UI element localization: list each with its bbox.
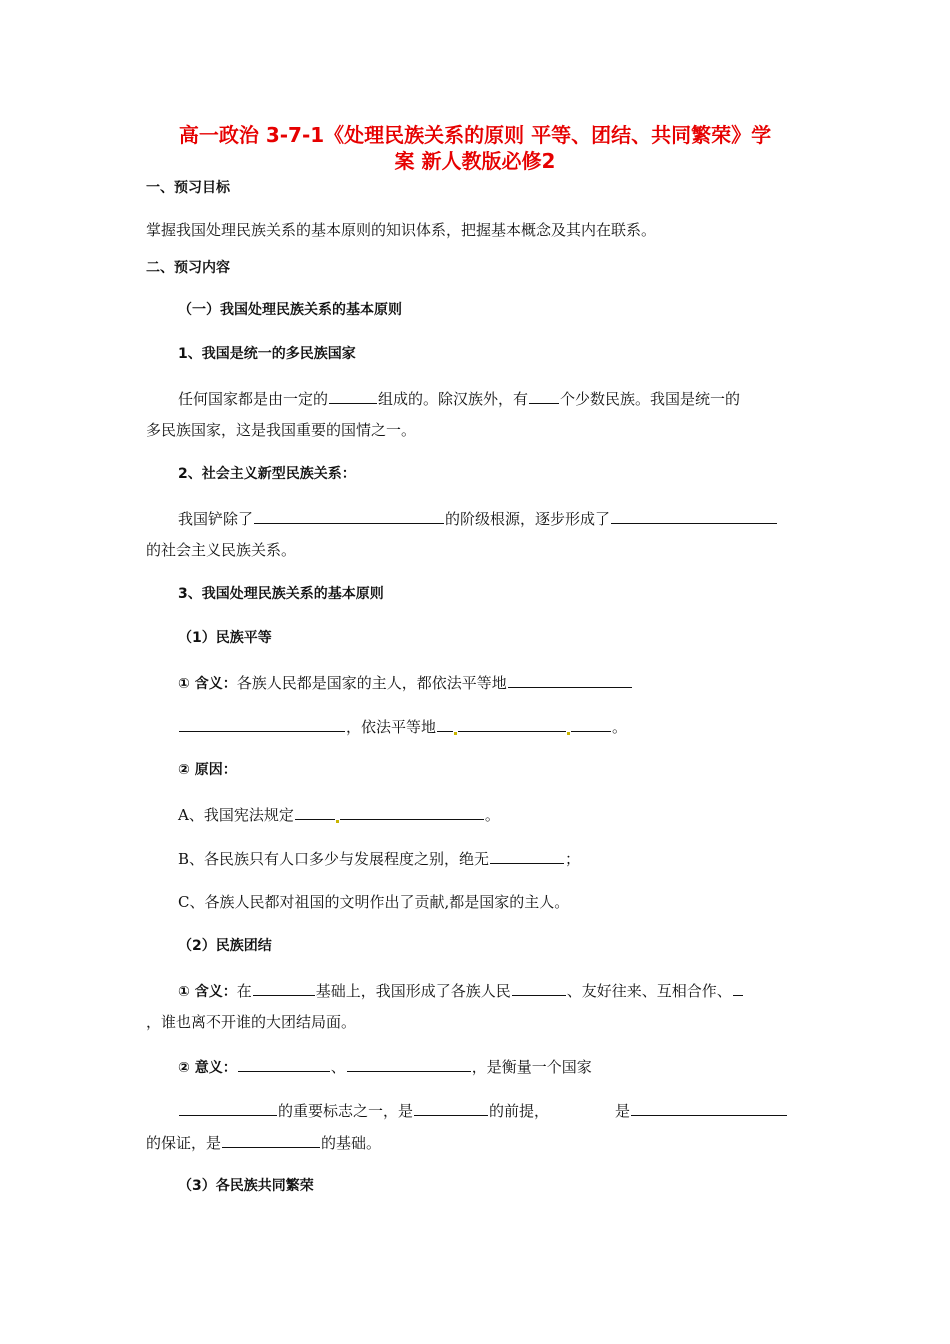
text-segment: 各族人民都是国家的主人，都依法平等地 [236, 674, 507, 692]
text-segment: 、友好往来、互相合作、 [566, 982, 732, 1000]
text-segment: 的基础。 [321, 1134, 382, 1152]
fill-blank[interactable] [414, 1100, 488, 1116]
fill-blank[interactable] [437, 716, 453, 732]
text-segment: 的前提， [489, 1102, 550, 1120]
fill-blank[interactable] [733, 980, 743, 996]
point-1-heading: 1、我国是统一的多民族国家 [178, 346, 356, 362]
unity-significance [178, 1056, 592, 1078]
point-1-paragraph [178, 388, 740, 409]
meaning-label: ① 含义： [178, 676, 237, 692]
text-segment: 任何国家都是由一定的 [178, 390, 329, 408]
section-1-heading: 一、预习目标 [146, 180, 230, 196]
text-segment: 的阶级根源，逐步形成了 [445, 510, 611, 528]
point-1-paragraph-line-2: 多民族国家，这是我国重要的国情之一。 [146, 421, 417, 439]
equality-reason-c: C、各族人民都对祖国的文明作出了贡献,都是国家的主人。 [178, 893, 570, 911]
marker-dot [454, 732, 457, 735]
fill-blank[interactable] [340, 804, 484, 820]
fill-blank[interactable] [179, 716, 345, 732]
text-segment: A、我国宪法规定 [178, 806, 294, 824]
point-3-heading: 3、我国处理民族关系的基本原则 [178, 586, 384, 602]
equality-heading: （1）民族平等 [178, 630, 272, 646]
section-2-heading: 二、预习内容 [146, 260, 230, 276]
significance-label: ② 意义： [178, 1060, 237, 1076]
equality-reason-a [178, 804, 500, 825]
fill-blank[interactable] [529, 388, 559, 404]
fill-blank[interactable] [512, 980, 566, 996]
text-segment: 。 [612, 718, 628, 736]
equality-meaning [178, 672, 633, 694]
point-2-paragraph-line-2: 的社会主义民族关系。 [146, 541, 297, 559]
text-segment: 。 [484, 806, 500, 824]
text-segment: 组成的。除汉族外，有 [378, 390, 529, 408]
text-segment: ，是衡量一个国家 [471, 1058, 592, 1076]
fill-blank[interactable] [490, 848, 564, 864]
fill-blank[interactable] [222, 1132, 320, 1148]
meaning-label: ① 含义： [178, 984, 237, 1000]
document-title-line-2: 案 新人教版必修2 [394, 149, 556, 173]
text-segment: 、 [330, 1058, 346, 1076]
fill-blank[interactable] [179, 1100, 277, 1116]
document-title-line-1: 高一政治 3-7-1《处理民族关系的原则 平等、团结、共同繁荣》学 [178, 123, 772, 147]
point-2-paragraph [178, 508, 778, 529]
unity-meaning-line-2: ，谁也离不开谁的大团结局面。 [146, 1013, 357, 1031]
text-segment: B、各民族只有人口多少与发展程度之别，绝无 [178, 850, 490, 868]
unity-heading: （2）民族团结 [178, 938, 272, 954]
fill-blank[interactable] [253, 980, 315, 996]
fill-blank[interactable] [571, 716, 611, 732]
subsection-1-heading: （一）我国处理民族关系的基本原则 [178, 302, 402, 318]
text-segment: 在 [236, 982, 252, 1000]
fill-blank[interactable] [329, 388, 377, 404]
text-segment: 的重要标志之一，是 [278, 1102, 414, 1120]
text-segment: 我国铲除了 [178, 510, 254, 528]
fill-blank[interactable] [238, 1056, 330, 1072]
text-segment: 是 [615, 1102, 631, 1120]
equality-reason-b [178, 848, 580, 869]
point-2-heading: 2、社会主义新型民族关系： [178, 466, 356, 482]
fill-blank[interactable] [631, 1100, 787, 1116]
section-1-text: 掌握我国处理民族关系的基本原则的知识体系，把握基本概念及其内在联系。 [146, 221, 657, 239]
marker-dot [567, 732, 570, 735]
unity-meaning [178, 980, 744, 1002]
prosperity-heading: （3）各民族共同繁荣 [178, 1178, 314, 1194]
fill-blank[interactable] [458, 716, 566, 732]
fill-blank[interactable] [254, 508, 444, 524]
fill-blank[interactable] [295, 804, 335, 820]
text-segment: 个少数民族。我国是统一的 [560, 390, 741, 408]
text-segment: 的保证，是 [146, 1134, 222, 1152]
equality-meaning-line-2 [178, 716, 627, 737]
fill-blank[interactable] [611, 508, 777, 524]
fill-blank[interactable] [508, 672, 632, 688]
marker-dot [336, 820, 339, 823]
unity-significance-line-3 [146, 1132, 381, 1153]
equality-reason-label: ② 原因： [178, 762, 237, 778]
text-segment: ，依法平等地 [346, 718, 437, 736]
text-segment: ； [565, 850, 581, 868]
text-segment: 基础上，我国形成了各族人民 [315, 982, 511, 1000]
unity-significance-line-2 [178, 1100, 788, 1121]
fill-blank[interactable] [347, 1056, 471, 1072]
